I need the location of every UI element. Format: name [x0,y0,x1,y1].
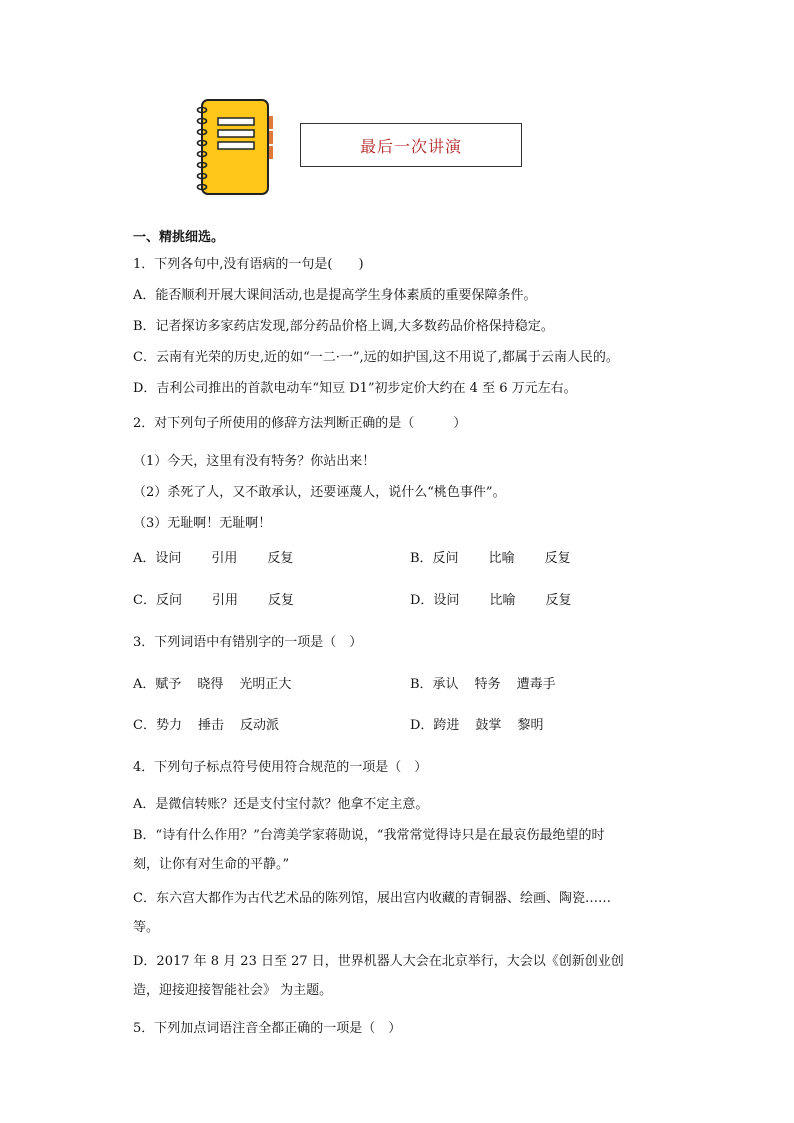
q2-sentence-3: （3）无耻啊！无耻啊！ [133,516,272,531]
q4-option-b-line1: B．“诗有什么作用？”台湾美学家蒋勋说，“我常常觉得诗只是在最哀伤最绝望的时 [133,828,605,843]
q1-option-b: B．记者探访多家药店发现,部分药品价格上调,大多数药品价格保持稳定。 [133,319,554,334]
q1-stem: 1．下列各句中,没有语病的一句是( ) [133,257,364,272]
q2-stem: 2．对下列句子所使用的修辞方法判断正确的是（ ） [133,416,467,431]
q3-option-a: A．赋予 晓得 光明正大 [133,677,292,692]
q2-option-d: D．设问 比喻 反复 [410,593,572,608]
q5-stem: 5．下列加点词语注音全都正确的一项是（ ） [133,1021,402,1036]
q3-option-d: D．跨进 鼓掌 黎明 [410,718,544,733]
q2-sentence-1: （1）今天，这里有没有特务？你站出来！ [133,454,376,469]
q1-option-a: A．能否顺利开展大课间活动,也是提高学生身体素质的重要保障条件。 [133,288,537,303]
section-heading: 一、精挑细选。 [133,230,225,245]
q4-option-d-line1: D．2017 年 8 月 23 日至 27 日，世界机器人大会在北京举行，大会以《创新创业创 [133,954,624,969]
q4-option-b-line2: 刻，让你有对生命的平静。” [133,857,290,872]
q3-option-c: C．势力 捶击 反动派 [133,718,279,733]
q4-stem: 4．下列句子标点符号使用符合规范的一项是（ ） [133,760,428,775]
q2-option-c: C．反问 引用 反复 [133,593,294,608]
q4-option-d-line2: 造，迎接迎接智能社会》 为主题。 [133,983,333,998]
notebook-icon [196,98,276,196]
page-title: 最后一次讲演 [359,136,462,156]
q3-option-b: B．承认 特务 遭毒手 [410,677,556,692]
q1-option-c: C．云南有光荣的历史,近的如“一二·一”,远的如护国,这不用说了,都属于云南人民的。 [133,350,619,365]
q4-option-c-line2: 等。 [133,920,160,935]
q2-option-a: A．设问 引用 反复 [133,551,294,566]
q2-sentence-2: （2）杀死了人，又不敢承认，还要诬蔑人，说什么“桃色事件”。 [133,485,506,500]
q1-option-d: D．吉利公司推出的首款电动车“知豆 D1”初步定价大约在 4 至 6 万元左右。 [133,381,577,396]
q2-option-b: B．反问 比喻 反复 [410,551,571,566]
title-box [300,123,522,167]
q4-option-a: A．是微信转账？还是支付宝付款？他拿不定主意。 [133,797,429,812]
q4-option-c-line1: C．东六宫大都作为古代艺术品的陈列馆，展出宫内收藏的青铜器、绘画、陶瓷…… [133,891,611,906]
q3-stem: 3．下列词语中有错别字的一项是（ ） [133,635,363,650]
